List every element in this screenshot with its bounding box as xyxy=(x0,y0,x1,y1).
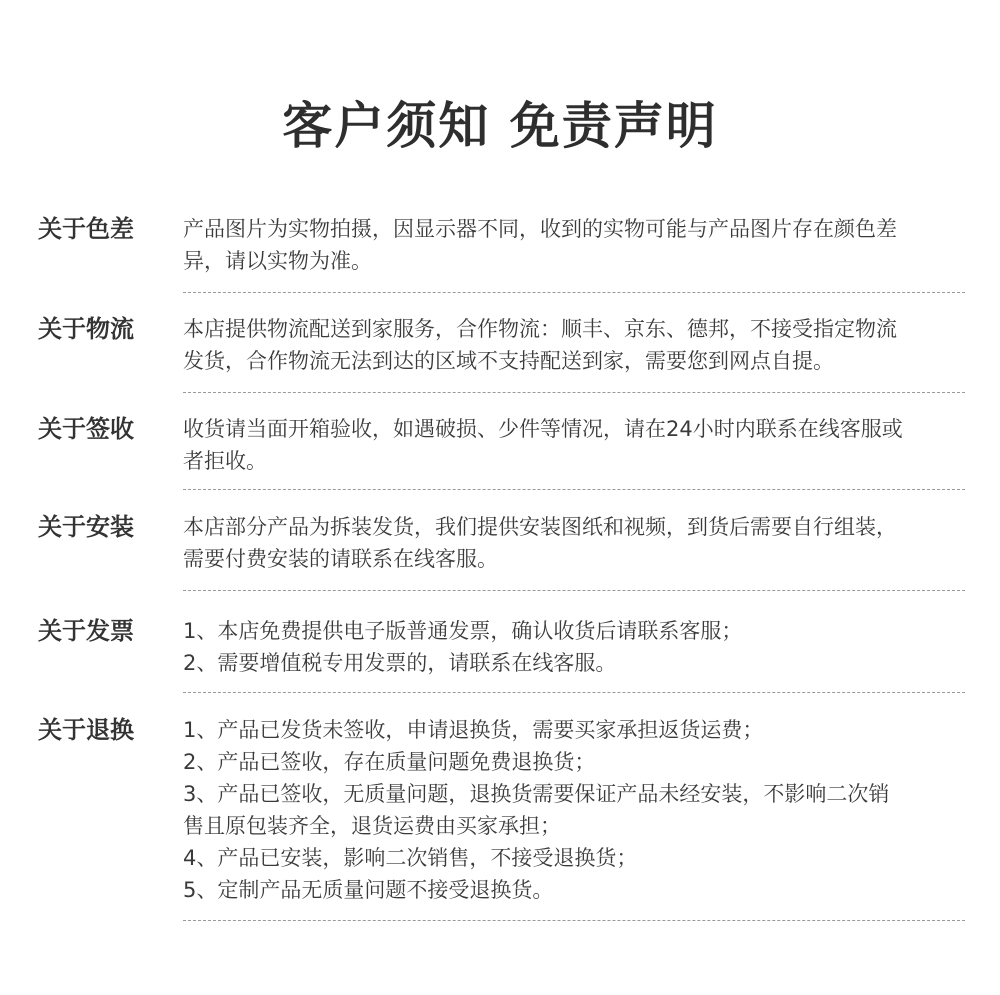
section-heading: 关于色差 xyxy=(38,215,134,243)
section-line: 售且原包装齐全，退货运费由买家承担； xyxy=(183,814,561,838)
section-heading: 关于签收 xyxy=(38,415,134,443)
section-heading: 关于物流 xyxy=(38,315,134,343)
divider xyxy=(183,392,965,393)
section-line: 收货请当面开箱验收，如遇破损、少件等情况，请在24小时内联系在线客服或 xyxy=(183,417,903,441)
section-body xyxy=(183,313,973,377)
section-line: 产品图片为实物拍摄，因显示器不同，收到的实物可能与产品图片存在颜色差 xyxy=(183,217,897,241)
section-body xyxy=(183,413,973,477)
section-body xyxy=(183,213,973,277)
divider xyxy=(183,489,965,490)
section-line: 2、需要增值税专用发票的，请联系在线客服。 xyxy=(183,651,617,675)
section-line: 需要付费安装的请联系在线客服。 xyxy=(183,547,498,571)
section-line: 本店部分产品为拆装发货，我们提供安装图纸和视频，到货后需要自行组装， xyxy=(183,515,897,539)
section-line: 1、产品已发货未签收，申请退换货，需要买家承担返货运费； xyxy=(183,718,764,742)
section-line: 4、产品已安装，影响二次销售，不接受退换货； xyxy=(183,846,638,870)
section-line: 3、产品已签收，无质量问题，退换货需要保证产品未经安装，不影响二次销 xyxy=(183,782,890,806)
divider xyxy=(183,692,965,693)
section-heading: 关于退换 xyxy=(38,716,134,744)
section-line: 2、产品已签收，存在质量问题免费退换货； xyxy=(183,750,596,774)
section-body xyxy=(183,511,973,575)
section-body xyxy=(183,714,973,906)
section-line: 发货，合作物流无法到达的区域不支持配送到家，需要您到网点自提。 xyxy=(183,349,834,373)
divider xyxy=(183,920,965,921)
section-line: 者拒收。 xyxy=(183,449,267,473)
section-body xyxy=(183,615,973,679)
section-heading: 关于发票 xyxy=(38,617,134,645)
section-line: 异，请以实物为准。 xyxy=(183,249,372,273)
section-line: 1、本店免费提供电子版普通发票，确认收货后请联系客服； xyxy=(183,619,743,643)
section-line: 5、定制产品无质量问题不接受退换货。 xyxy=(183,878,554,902)
section-line: 本店提供物流配送到家服务，合作物流：顺丰、京东、德邦，不接受指定物流 xyxy=(183,317,897,341)
divider xyxy=(183,590,965,591)
divider xyxy=(183,292,965,293)
page-title: 客户须知 免责声明 xyxy=(282,97,718,155)
section-heading: 关于安装 xyxy=(38,513,134,541)
